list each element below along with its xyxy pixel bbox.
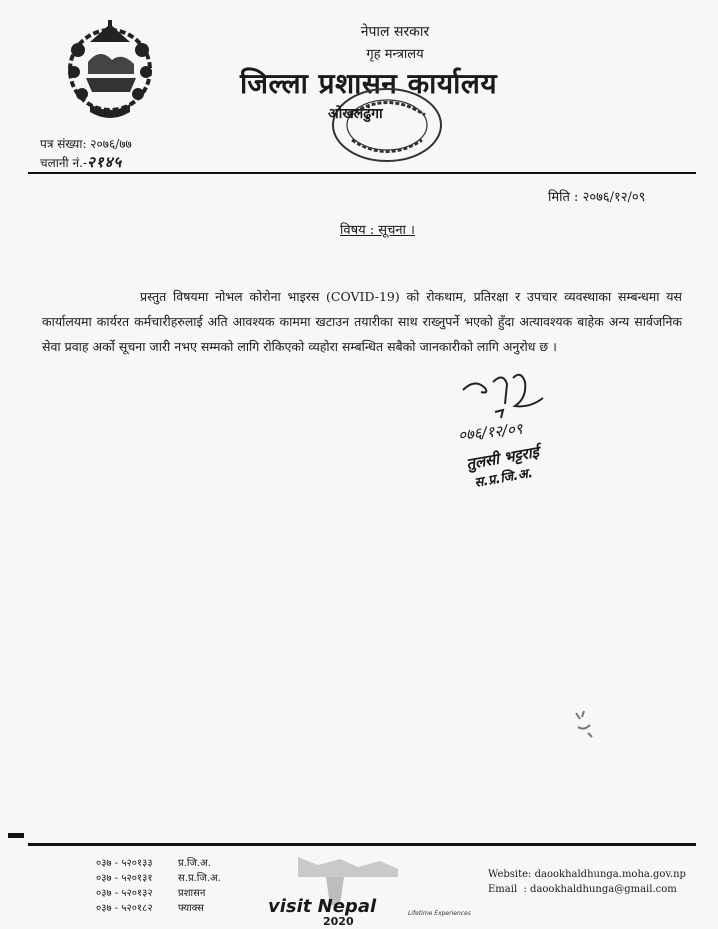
phone-row: ०३७ - ५२०१३१ स.प्र.जि.अ. — [96, 873, 221, 884]
dispatch-value: २१४५ — [86, 153, 123, 171]
banner-year: 2020 — [323, 915, 354, 927]
phone-row: ०३७ - ५२०१३२ प्रशासन — [96, 888, 206, 899]
header-divider — [28, 172, 696, 174]
website-link[interactable]: daookhaldhunga.moha.gov.np — [534, 869, 686, 880]
letter-date: मिति : २०७६/१२/०९ — [548, 190, 646, 205]
banner-text: visit Nepal — [268, 896, 377, 917]
phone-row: ०३७ - ५२०१८२ फ्याक्स — [96, 903, 204, 914]
ministry-name: गृह मन्त्रालय — [366, 47, 424, 62]
district-name: ओखलढुंगा — [328, 106, 383, 122]
office-title: जिल्ला प्रशासन कार्यालय — [240, 67, 498, 100]
footer-rule-mark — [8, 833, 24, 838]
phone-list — [96, 856, 221, 916]
phone-row: ०३७ - ५२०१३३ प्र.जि.अ. — [96, 858, 211, 869]
letter-subject: विषय : सूचना । — [340, 223, 415, 238]
reference-number: पत्र संख्या: २०७६/७७ — [40, 137, 132, 151]
office-stamp-icon — [330, 85, 445, 165]
dispatch-label: चलानी नं.- — [40, 156, 87, 170]
footer-divider — [28, 843, 696, 846]
dispatch-number — [40, 152, 122, 172]
signature-date: ०७६/१२/०९ — [457, 419, 524, 445]
signatory-title: स.प्र.जि.अ. — [473, 465, 535, 491]
signatory-name: तुलसी भट्टराई — [464, 442, 541, 474]
government-name: नेपाल सरकार — [360, 24, 430, 40]
email-row: Email : daookhaldhunga@gmail.com — [488, 884, 677, 895]
smudge-mark-icon — [570, 705, 600, 741]
email-link[interactable]: daookhaldhunga@gmail.com — [530, 884, 677, 895]
visit-nepal-banner — [248, 855, 473, 927]
letter-body: प्रस्तुत विषयमा नोभल कोरोना भाइरस (COVID-19) को रोकथाम, प्रतिरक्षा र उपचार व्यवस्थाका सम्बन्धमा यस कार्यालयमा कार्यरत कर्मचारीहरुलाई अति आवश्यक काममा खटाउन तयारीका साथ राख्नुपर्ने भएको हुँदा अत्यावश्यक बाहेक अन्य सार्वजनिक सेवा प्रवाह अर्को सूचना जारी नभए सम्मको लागि रोकिएको व्यहोरा सम्बन्धित सबैको जानकारीको लागि अनुरोध छ । — [42, 289, 682, 354]
contact-info — [488, 867, 686, 897]
nepal-emblem-icon — [60, 12, 160, 127]
banner-subtitle: Lifetime Experiences — [408, 910, 471, 917]
website-row: Website: daookhaldhunga.moha.gov.np — [488, 869, 686, 880]
